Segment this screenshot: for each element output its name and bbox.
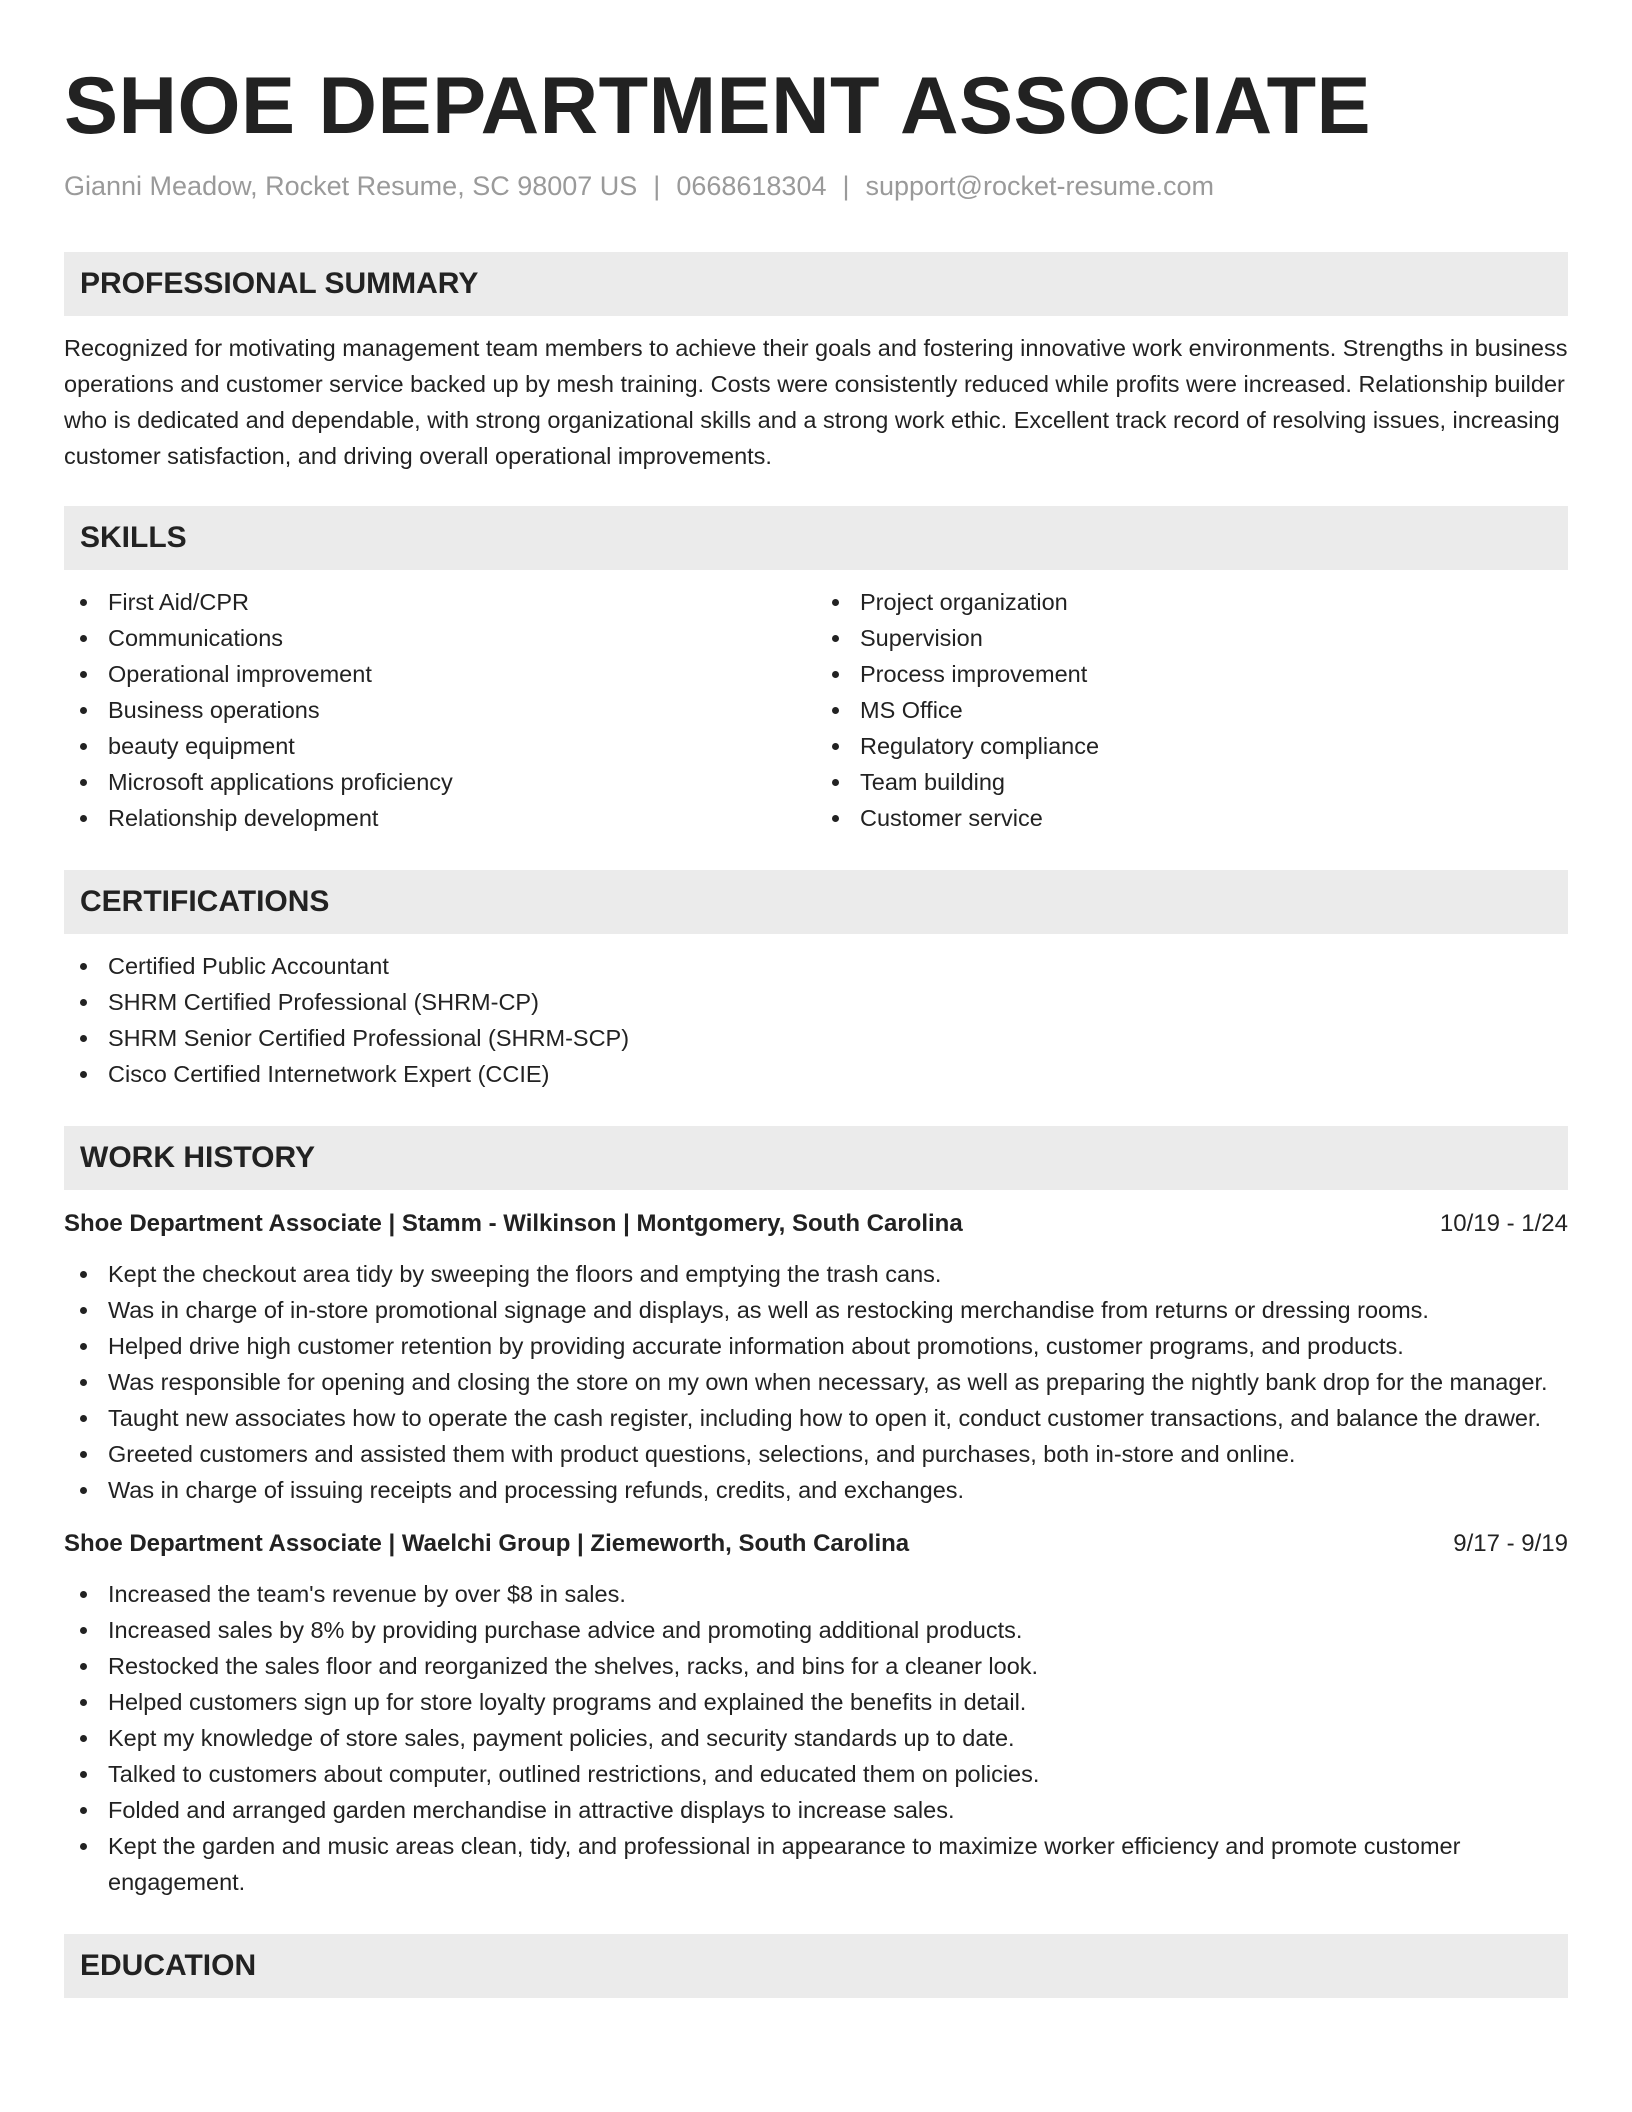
job-title: Shoe Department Associate | Stamm - Wilkinson | Montgomery, South Carolina xyxy=(64,1210,963,1237)
skill-item: Project organization xyxy=(816,584,1568,620)
skill-item: Team building xyxy=(816,764,1568,800)
job-header xyxy=(64,1206,1568,1242)
skill-item: First Aid/CPR xyxy=(64,584,816,620)
job-bullet: Helped drive high customer retention by providing accurate information about promotions, customer programs, and products. xyxy=(64,1328,1568,1364)
skill-item: beauty equipment xyxy=(64,728,816,764)
certifications-list xyxy=(64,948,1568,1092)
job-entry xyxy=(64,1526,1568,1900)
job-title: Shoe Department Associate | Waelchi Group | Ziemeworth, South Carolina xyxy=(64,1530,910,1557)
job-bullet: Talked to customers about computer, outlined restrictions, and educated them on policies. xyxy=(64,1756,1568,1792)
job-bullets xyxy=(64,1576,1568,1900)
job-entry xyxy=(64,1206,1568,1508)
job-bullet: Folded and arranged garden merchandise in attractive displays to increase sales. xyxy=(64,1792,1568,1828)
job-bullet: Was responsible for opening and closing the store on my own when necessary, as well as preparing the nightly bank drop for the manager. xyxy=(64,1364,1568,1400)
resume-name: SHOE DEPARTMENT ASSOCIATE xyxy=(64,61,1372,151)
job-dates: 9/17 - 9/19 xyxy=(1453,1530,1568,1557)
job-bullet: Kept the checkout area tidy by sweeping the floors and emptying the trash cans. xyxy=(64,1256,1568,1292)
section-header-certifications: CERTIFICATIONS xyxy=(64,870,1568,934)
section-header-work-history: WORK HISTORY xyxy=(64,1126,1568,1190)
skills-grid xyxy=(64,584,1568,836)
contact-separator: | xyxy=(653,171,661,201)
job-bullet: Taught new associates how to operate the cash register, including how to open it, conduct customer transactions, and balance the drawer. xyxy=(64,1400,1568,1436)
job-header xyxy=(64,1526,1568,1562)
job-bullets xyxy=(64,1256,1568,1508)
section-header-education: EDUCATION xyxy=(64,1934,1568,1998)
job-bullet: Kept the garden and music areas clean, tidy, and professional in appearance to maximize worker efficiency and promote customer engagement. xyxy=(64,1828,1568,1900)
skill-item: Communications xyxy=(64,620,816,656)
job-bullet: Restocked the sales floor and reorganized the shelves, racks, and bins for a cleaner look. xyxy=(64,1648,1568,1684)
skill-item: Operational improvement xyxy=(64,656,816,692)
job-bullet: Increased sales by 8% by providing purchase advice and promoting additional products. xyxy=(64,1612,1568,1648)
job-bullet: Was in charge of issuing receipts and processing refunds, credits, and exchanges. xyxy=(64,1472,1568,1508)
skill-item: Regulatory compliance xyxy=(816,728,1568,764)
contact-line xyxy=(64,170,1568,202)
contact-separator: | xyxy=(842,171,850,201)
skill-item: Business operations xyxy=(64,692,816,728)
certification-item: SHRM Senior Certified Professional (SHRM-SCP) xyxy=(64,1020,1568,1056)
job-bullet: Increased the team's revenue by over $8 in sales. xyxy=(64,1576,1568,1612)
skill-item: Customer service xyxy=(816,800,1568,836)
job-bullet: Helped customers sign up for store loyalty programs and explained the benefits in detail. xyxy=(64,1684,1568,1720)
certification-item: SHRM Certified Professional (SHRM-CP) xyxy=(64,984,1568,1020)
skill-item: Relationship development xyxy=(64,800,816,836)
skill-item: Process improvement xyxy=(816,656,1568,692)
skills-list-left xyxy=(64,584,816,836)
job-bullet: Kept my knowledge of store sales, payment policies, and security standards up to date. xyxy=(64,1720,1568,1756)
job-dates: 10/19 - 1/24 xyxy=(1439,1210,1568,1237)
summary-text: Recognized for motivating management team members to achieve their goals and fostering innovative work environments. Strengths in business operations and customer service backed up by mesh training. Costs were consistently reduced while profits were increased. Relationship builder who is dedicated and dependable, with strong organizational skills and a strong work ethic. Excellent track record of resolving issues, increasing customer satisfaction, and driving overall operational improvements. xyxy=(64,335,1568,469)
job-bullet: Was in charge of in-store promotional signage and displays, as well as restocking merchandise from returns or dressing rooms. xyxy=(64,1292,1568,1328)
job-bullet: Greeted customers and assisted them with product questions, selections, and purchases, both in-store and online. xyxy=(64,1436,1568,1472)
section-header-summary: PROFESSIONAL SUMMARY xyxy=(64,252,1568,316)
certification-item: Certified Public Accountant xyxy=(64,948,1568,984)
contact-address: Gianni Meadow, Rocket Resume, SC 98007 US xyxy=(64,171,638,201)
skill-item: Supervision xyxy=(816,620,1568,656)
contact-phone: 0668618304 xyxy=(676,171,827,201)
certification-item: Cisco Certified Internetwork Expert (CCIE) xyxy=(64,1056,1568,1092)
section-header-skills: SKILLS xyxy=(64,506,1568,570)
skill-item: MS Office xyxy=(816,692,1568,728)
skills-list-right xyxy=(816,584,1568,836)
skill-item: Microsoft applications proficiency xyxy=(64,764,816,800)
contact-email: support@rocket-resume.com xyxy=(865,171,1215,201)
